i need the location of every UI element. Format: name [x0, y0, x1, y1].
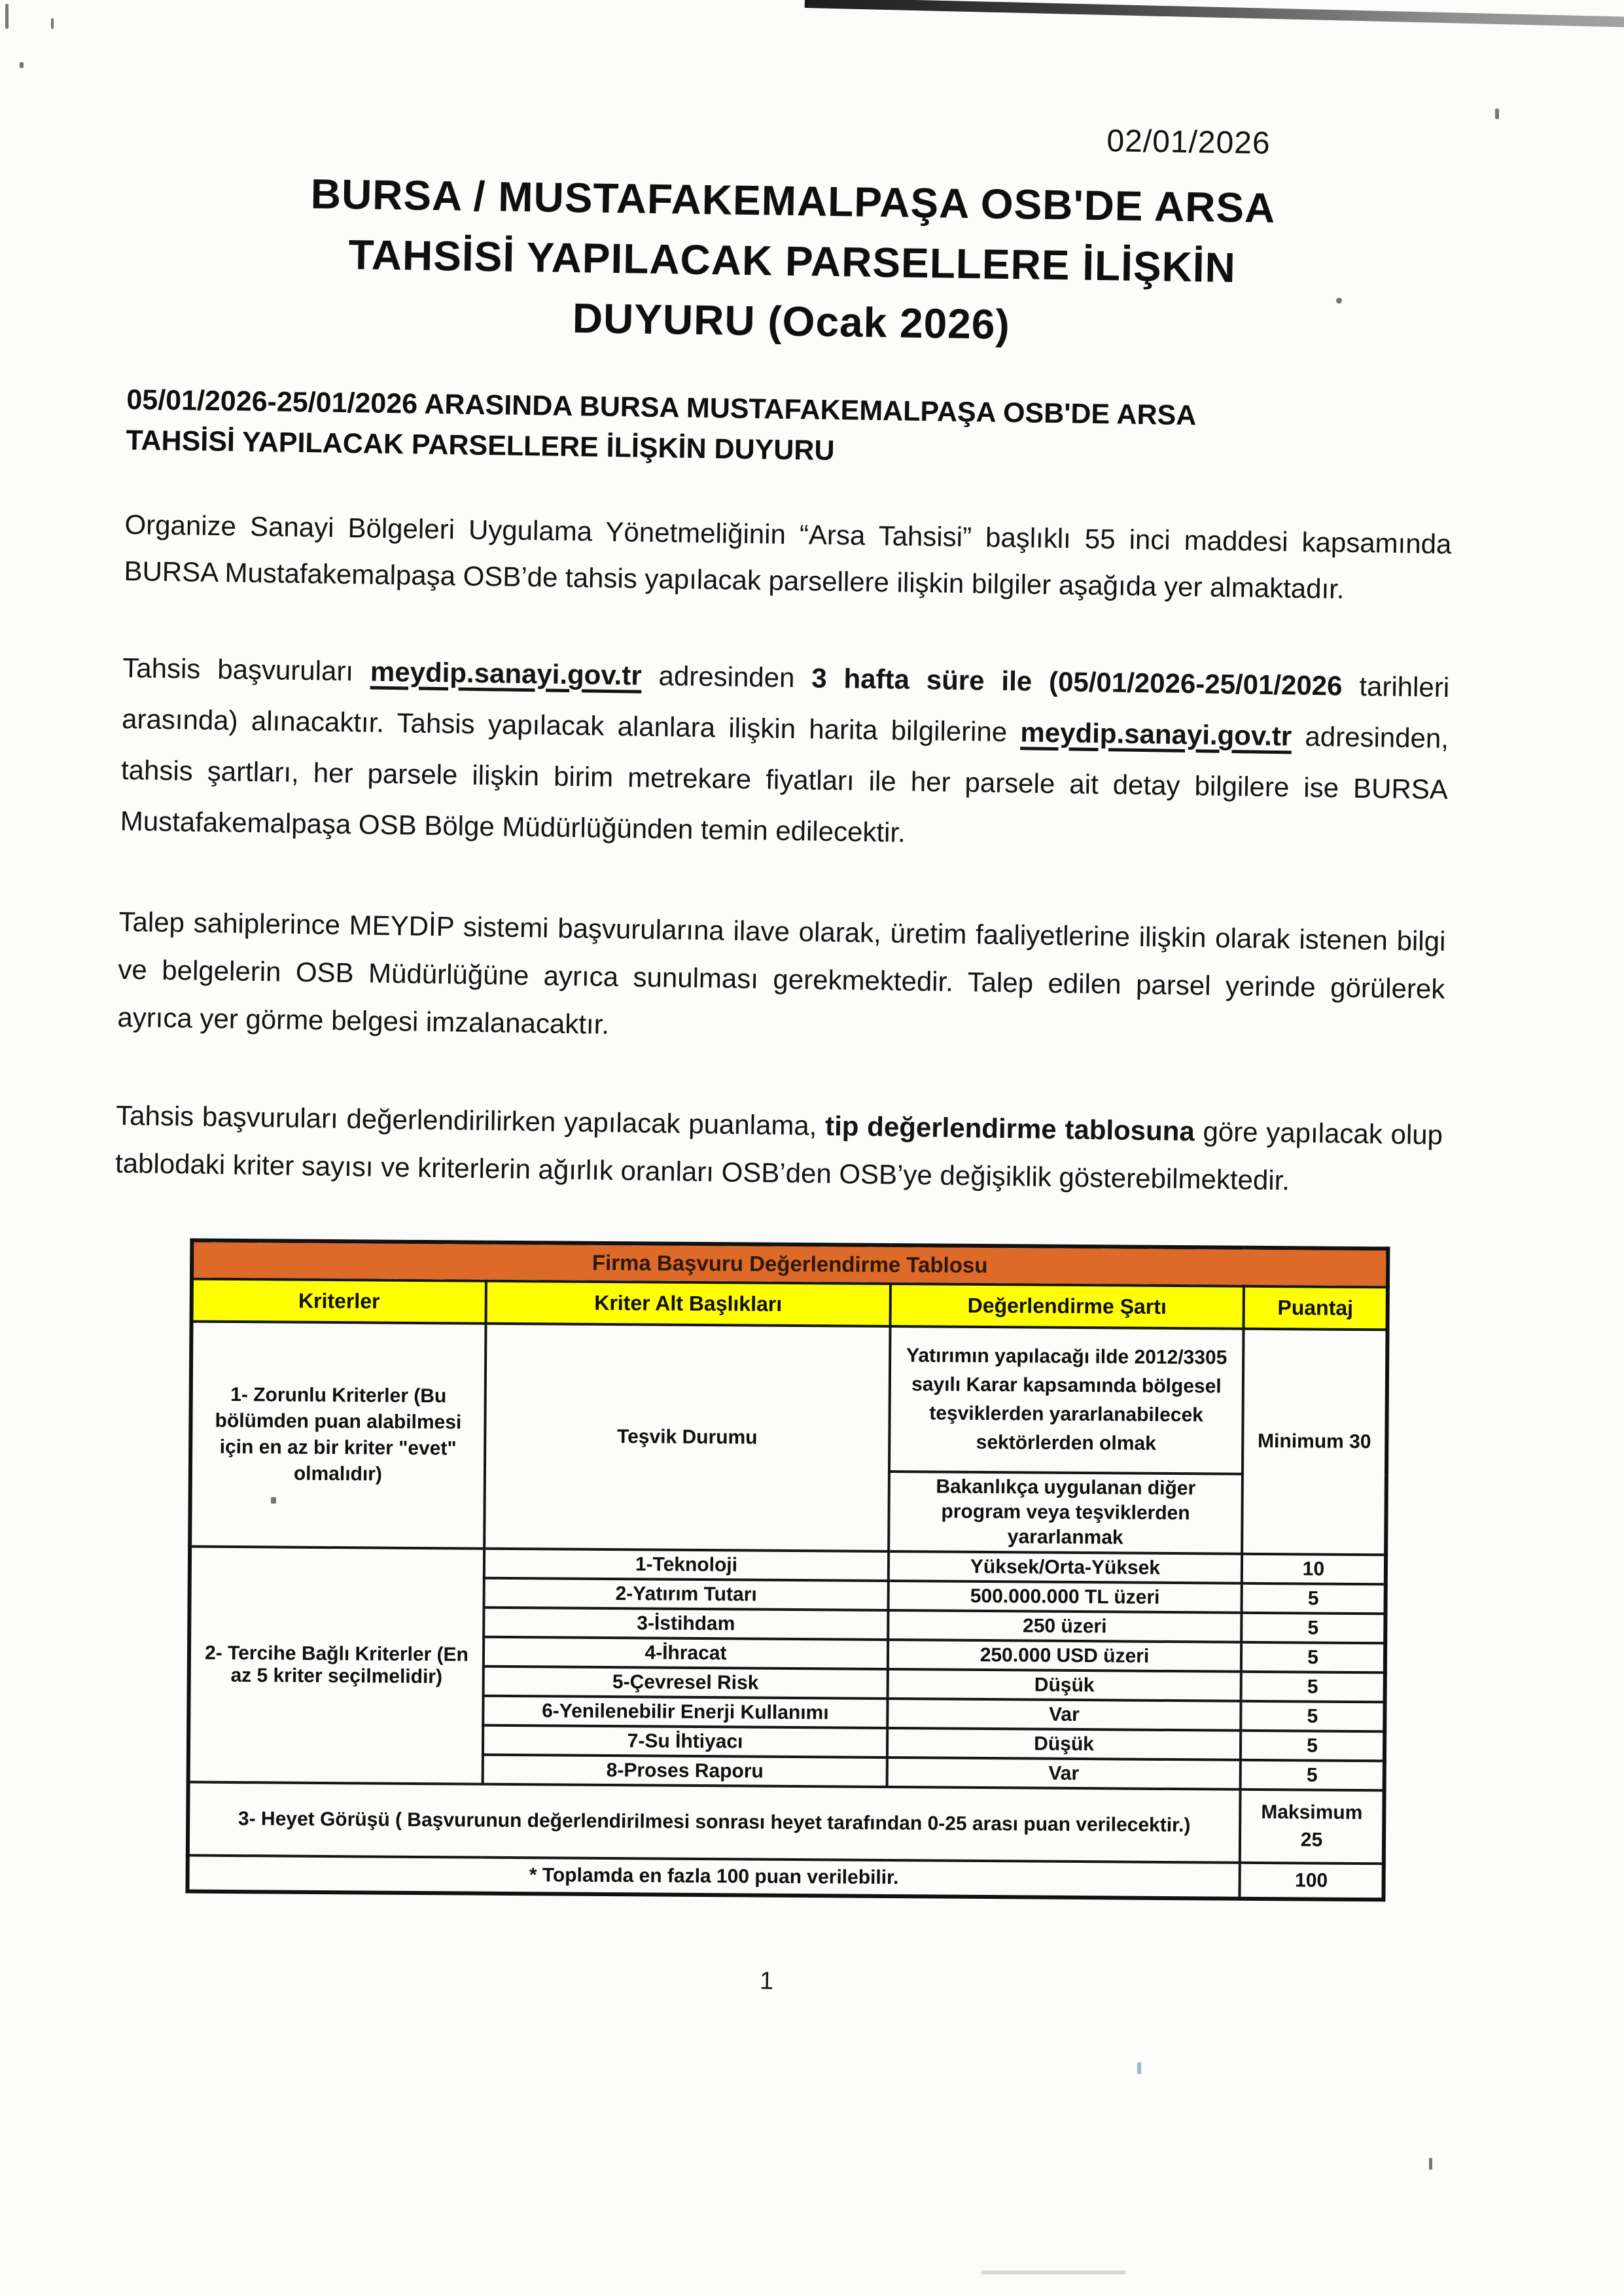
scan-artifact [5, 4, 9, 29]
paragraph-regulation: Organize Sanayi Bölgeleri Uygulama Yönetmeliğinin “Arsa Tahsisi” başlıklı 55 inci maddesi kapsamında BURSA Mustafakemalpaşa OSB’de tahsis yapılacak parsellere ilişkin bilgiler aşağıda yer almaktadır. [124, 508, 1452, 605]
criterion-condition: Var [887, 1757, 1241, 1790]
criterion-name: 6-Yenilenebilir Enerji Kullanımı [483, 1696, 887, 1728]
table-title: Firma Başvuru Değerlendirme Tablosu [192, 1241, 1388, 1288]
paragraph-scoring: Tahsis başvuruları değerlendirilirken yapılacak puanlama, tip değerlendirme tablosuna göre yapılacak olup tablodaki kriter sayısı ve kriterlerin ağırlık oranları OSB’den OSB’ye değişiklik gösterebilmektedir. [115, 1099, 1443, 1196]
total-score-label: * Toplamda en fazla 100 puan verilebilir. [187, 1856, 1239, 1899]
scan-artifact [20, 62, 24, 68]
total-score-value: 100 [1239, 1863, 1383, 1900]
criterion-score: 5 [1241, 1672, 1385, 1703]
criterion-name: 2-Yatırım Tutarı [484, 1578, 888, 1610]
evaluation-table-wrapper [185, 1239, 1441, 1902]
page-number: 1 [759, 1967, 774, 1995]
criterion-name: 1-Teknoloji [484, 1549, 889, 1581]
document-title-line-3: DUYURU (Ocak 2026) [572, 294, 1011, 348]
column-header-criteria: Kriterler [192, 1279, 486, 1324]
column-header-sub-criteria: Kriter Alt Başlıkları [486, 1281, 891, 1326]
paragraph-application-period: Tahsis başvuruları meydip.sanayi.gov.tr adresinden 3 hafta süre ile (05/01/2026-25/01/2026 tarihleri arasında) alınacaktır. Tahsis yapılacak alanlara ilişkin harita bilgilerine meydip.sanayi.gov.tr adresinden, tahsis şartları, her parsele ilişkin birim metrekare fiyatları ile her parsele ait detay bilgilere ise BURSA Mustafakemalpaşa OSB Bölge Müdürlüğünden temin edilecektir. [120, 652, 1450, 848]
paragraph-meydip-requirements: Talep sahiplerince MEYDİP sistemi başvurularına ilave olarak, üretim faaliyetlerine ilişkin olarak istenen bilgi ve belgelerin OSB Müdürlüğüne ayrıca sunulması gerekmektedir. Talep edilen parsel yerinde görülerek ayrıca yer görme belgesi imzalanacaktır. [117, 906, 1446, 1040]
committee-opinion-row [188, 1782, 1385, 1864]
document-date: 02/01/2026 [1106, 124, 1271, 161]
criterion-name: 7-Su İhtiyacı [483, 1725, 887, 1757]
committee-score-line-1: Maksimum [1261, 1801, 1363, 1824]
criterion-name: 8-Proses Raporu [483, 1755, 887, 1787]
criterion-condition: Var [887, 1699, 1241, 1731]
optional-criteria-label: 2- Tercihe Bağlı Kriterler (En az 5 kriter seçilmelidir) [188, 1547, 485, 1784]
scan-artifact [981, 2270, 1125, 2274]
criterion-score: 10 [1242, 1554, 1386, 1585]
committee-score-line-2: 25 [1300, 1829, 1323, 1851]
criterion-score: 5 [1241, 1760, 1385, 1791]
criterion-score: 5 [1241, 1613, 1385, 1644]
committee-opinion-label: 3- Heyet Görüşü ( Başvurunun değerlendirilmesi sonrası heyet tarafından 0-25 arası puan verilecektir.) [188, 1782, 1241, 1863]
mandatory-condition-2: Bakanlıkça uygulanan diğer program veya teşviklerden yararlanmak [889, 1472, 1243, 1554]
scan-artifact [1429, 2158, 1432, 2170]
mandatory-score: Minimum 30 [1242, 1329, 1387, 1555]
announcement-subtitle-line-2: TAHSİSİ YAPILACAK PARSELLERE İLİŞKİN DUYURU [126, 424, 835, 467]
criterion-score: 5 [1241, 1701, 1385, 1732]
criterion-name: 3-İstihdam [484, 1608, 888, 1640]
firm-application-evaluation-table [185, 1239, 1390, 1902]
criterion-name: 4-İhracat [484, 1637, 888, 1669]
announcement-subtitle-line-1: 05/01/2026-25/01/2026 ARASINDA BURSA MUSTAFAKEMALPAŞA OSB'DE ARSA [126, 383, 1197, 432]
criterion-condition: Düşük [888, 1669, 1241, 1701]
announcement-subtitle [126, 380, 1454, 480]
scan-artifact [51, 18, 54, 29]
document-title-line-2: TAHSİSİ YAPILACAK PARSELLERE İLİŞKİN [347, 230, 1237, 292]
criterion-score: 5 [1241, 1583, 1385, 1614]
criterion-condition: Yüksek/Orta-Yüksek [889, 1551, 1242, 1583]
criterion-name: 5-Çevresel Risk [484, 1667, 888, 1699]
criterion-score: 5 [1241, 1642, 1385, 1673]
mandatory-sub-criteria: Teşvik Durumu [484, 1324, 890, 1551]
mandatory-criteria-label: 1- Zorunlu Kriterler (Bu bölümden puan alabilmesi için en az bir kriter "evet" olmalıdır) [190, 1322, 485, 1549]
scan-artifact [1137, 2062, 1141, 2074]
committee-opinion-score [1240, 1790, 1385, 1864]
criterion-condition: 500.000.000 TL üzeri [888, 1581, 1241, 1613]
criterion-score: 5 [1241, 1731, 1385, 1761]
mandatory-condition-1: Yatırımın yapılacağı ilde 2012/3305 sayılı Karar kapsamında bölgesel teşviklerden yararlanabilecek sektörlerden olmak [889, 1326, 1244, 1474]
document-title [128, 161, 1457, 361]
scanner-edge-artifact [805, 0, 1624, 28]
mandatory-criteria-row-1 [190, 1322, 1388, 1475]
column-header-score: Puantaj [1244, 1286, 1388, 1330]
criterion-condition: 250 üzeri [888, 1610, 1241, 1642]
criterion-condition: 250.000 USD üzeri [888, 1640, 1241, 1672]
document-title-line-1: BURSA / MUSTAFAKEMALPAŞA OSB'DE ARSA [310, 170, 1276, 232]
criterion-condition: Düşük [887, 1728, 1241, 1760]
document-content [103, 110, 1457, 2005]
scan-artifact [1495, 109, 1499, 119]
total-score-row [187, 1856, 1383, 1900]
column-header-condition: Değerlendirme Şartı [891, 1284, 1244, 1329]
